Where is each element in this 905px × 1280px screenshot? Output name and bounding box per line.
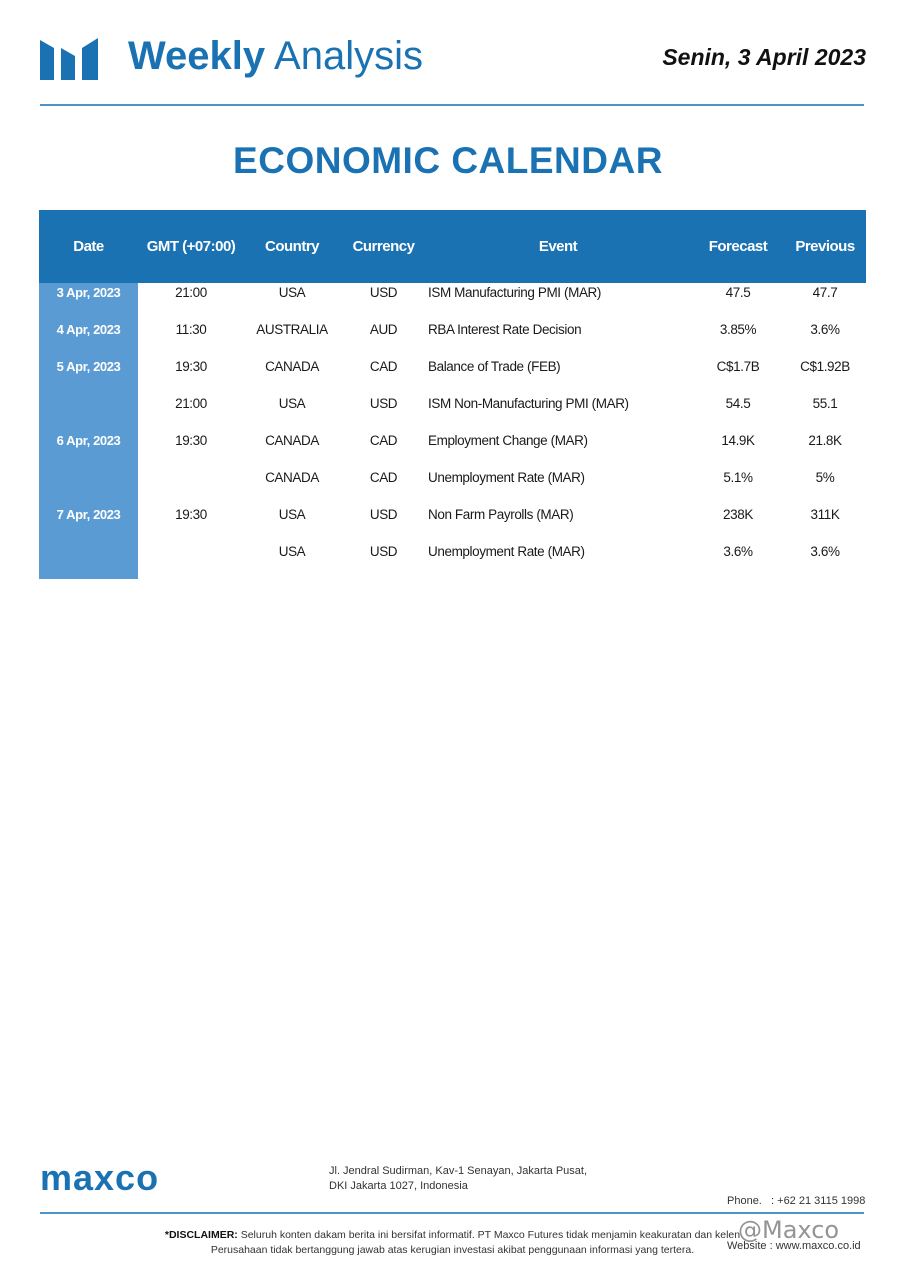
table-row [39, 544, 866, 581]
cell-date: 7 Apr, 2023 [56, 507, 121, 522]
address-line-2: DKI Jakarta 1027, Indonesia [329, 1180, 468, 1192]
cell-country: AUSTRALIA [256, 322, 328, 337]
weekly-analysis-logo-icon [40, 36, 98, 80]
cell-forecast: 5.1% [723, 470, 753, 485]
cell-previous: 3.6% [810, 322, 840, 337]
cell-date [39, 396, 138, 416]
cell-gmt: 21:00 [175, 285, 207, 300]
economic-calendar-table [39, 210, 866, 579]
cell-country: CANADA [265, 359, 319, 374]
cell-currency: USD [369, 507, 398, 522]
cell-country: USA [278, 396, 306, 411]
column-header-currency: Currency [352, 238, 415, 255]
table-row [39, 433, 866, 470]
website-line: Website : www.maxco.co.id [727, 1240, 861, 1252]
cell-forecast: 47.5 [725, 285, 751, 300]
table-row [39, 285, 866, 322]
table-row [39, 322, 866, 359]
cell-gmt [141, 544, 241, 564]
page-header [40, 30, 866, 90]
cell-currency: USD [369, 396, 398, 411]
report-date: Senin, 3 April 2023 [662, 44, 866, 70]
title-light: Analysis [274, 34, 423, 78]
cell-date [39, 470, 138, 490]
cell-event: Unemployment Rate (MAR) [428, 470, 585, 485]
header-divider [40, 104, 864, 106]
disclaimer-line-2: Perusahaan tidak bertanggung jawab atas kerugian investasi akibat penggunaan informasi yang tertera. [210, 1244, 695, 1256]
cell-gmt [141, 470, 241, 490]
cell-event: RBA Interest Rate Decision [428, 322, 582, 337]
table-body [39, 283, 866, 579]
cell-country: USA [278, 285, 306, 300]
cell-event: ISM Manufacturing PMI (MAR) [428, 285, 601, 300]
table-row [39, 396, 866, 433]
page-title [128, 34, 423, 79]
column-header-previous: Previous [795, 238, 855, 255]
cell-event: ISM Non-Manufacturing PMI (MAR) [428, 396, 629, 411]
table-header [39, 210, 866, 283]
cell-event: Non Farm Payrolls (MAR) [428, 507, 574, 522]
title-bold: Weekly [128, 34, 266, 78]
column-header-date: Date [73, 238, 104, 255]
cell-country: USA [278, 507, 306, 522]
cell-previous: 311K [810, 507, 840, 522]
table-row [39, 470, 866, 507]
cell-forecast: 14.9K [721, 433, 755, 448]
cell-previous: 21.8K [808, 433, 842, 448]
cell-previous: 47.7 [812, 285, 838, 300]
cell-currency: CAD [369, 433, 398, 448]
disclaimer-text-1: Seluruh konten dakam berita ini bersifat informatif. PT Maxco Futures tidak menjamin keakuratan dan kelen [240, 1229, 741, 1241]
cell-forecast: 3.6% [723, 544, 753, 559]
address-line-1: Jl. Jendral Sudirman, Kav-1 Senayan, Jakarta Pusat, [329, 1165, 588, 1177]
cell-date: 3 Apr, 2023 [56, 285, 121, 300]
cell-event: Unemployment Rate (MAR) [428, 544, 585, 559]
cell-forecast: 238K [723, 507, 753, 522]
cell-event: Balance of Trade (FEB) [428, 359, 561, 374]
cell-date [39, 544, 138, 564]
cell-gmt: 19:30 [175, 433, 207, 448]
phone-line: Phone. : +62 21 3115 1998 [727, 1195, 866, 1207]
cell-gmt: 19:30 [175, 359, 207, 374]
cell-country: CANADA [265, 470, 319, 485]
cell-country: CANADA [265, 433, 319, 448]
cell-gmt: 19:30 [175, 507, 207, 522]
cell-forecast: 3.85% [719, 322, 757, 337]
cell-currency: CAD [369, 470, 398, 485]
table-row [39, 359, 866, 396]
cell-gmt: 11:30 [175, 322, 207, 337]
cell-previous: 3.6% [810, 544, 840, 559]
cell-forecast: C$1.7B [716, 359, 760, 374]
section-heading: ECONOMIC CALENDAR [233, 140, 663, 181]
cell-date: 4 Apr, 2023 [56, 322, 121, 337]
cell-country: USA [278, 544, 306, 559]
cell-currency: USD [369, 285, 398, 300]
cell-previous: 55.1 [812, 396, 838, 411]
company-address [329, 1164, 587, 1194]
cell-date: 5 Apr, 2023 [56, 359, 121, 374]
watermark: @Maxco [738, 1216, 840, 1244]
column-header-event: Event [538, 238, 578, 255]
maxco-logo [40, 1160, 200, 1198]
table-row [39, 507, 866, 544]
cell-gmt: 21:00 [175, 396, 207, 411]
column-header-forecast: Forecast [708, 238, 768, 255]
disclaimer-label: *DISCLAIMER: [164, 1229, 238, 1241]
column-header-gmt: GMT (+07:00) [146, 238, 236, 255]
cell-previous: C$1.92B [800, 359, 850, 374]
cell-date: 6 Apr, 2023 [56, 433, 121, 448]
cell-event: Employment Change (MAR) [428, 433, 588, 448]
cell-forecast: 54.5 [725, 396, 751, 411]
footer-divider [40, 1212, 864, 1214]
svg-text:maxco: maxco [40, 1160, 160, 1198]
column-header-country: Country [265, 238, 319, 255]
cell-currency: AUD [369, 322, 398, 337]
cell-previous: 5% [815, 470, 835, 485]
cell-currency: CAD [369, 359, 398, 374]
cell-currency: USD [369, 544, 398, 559]
